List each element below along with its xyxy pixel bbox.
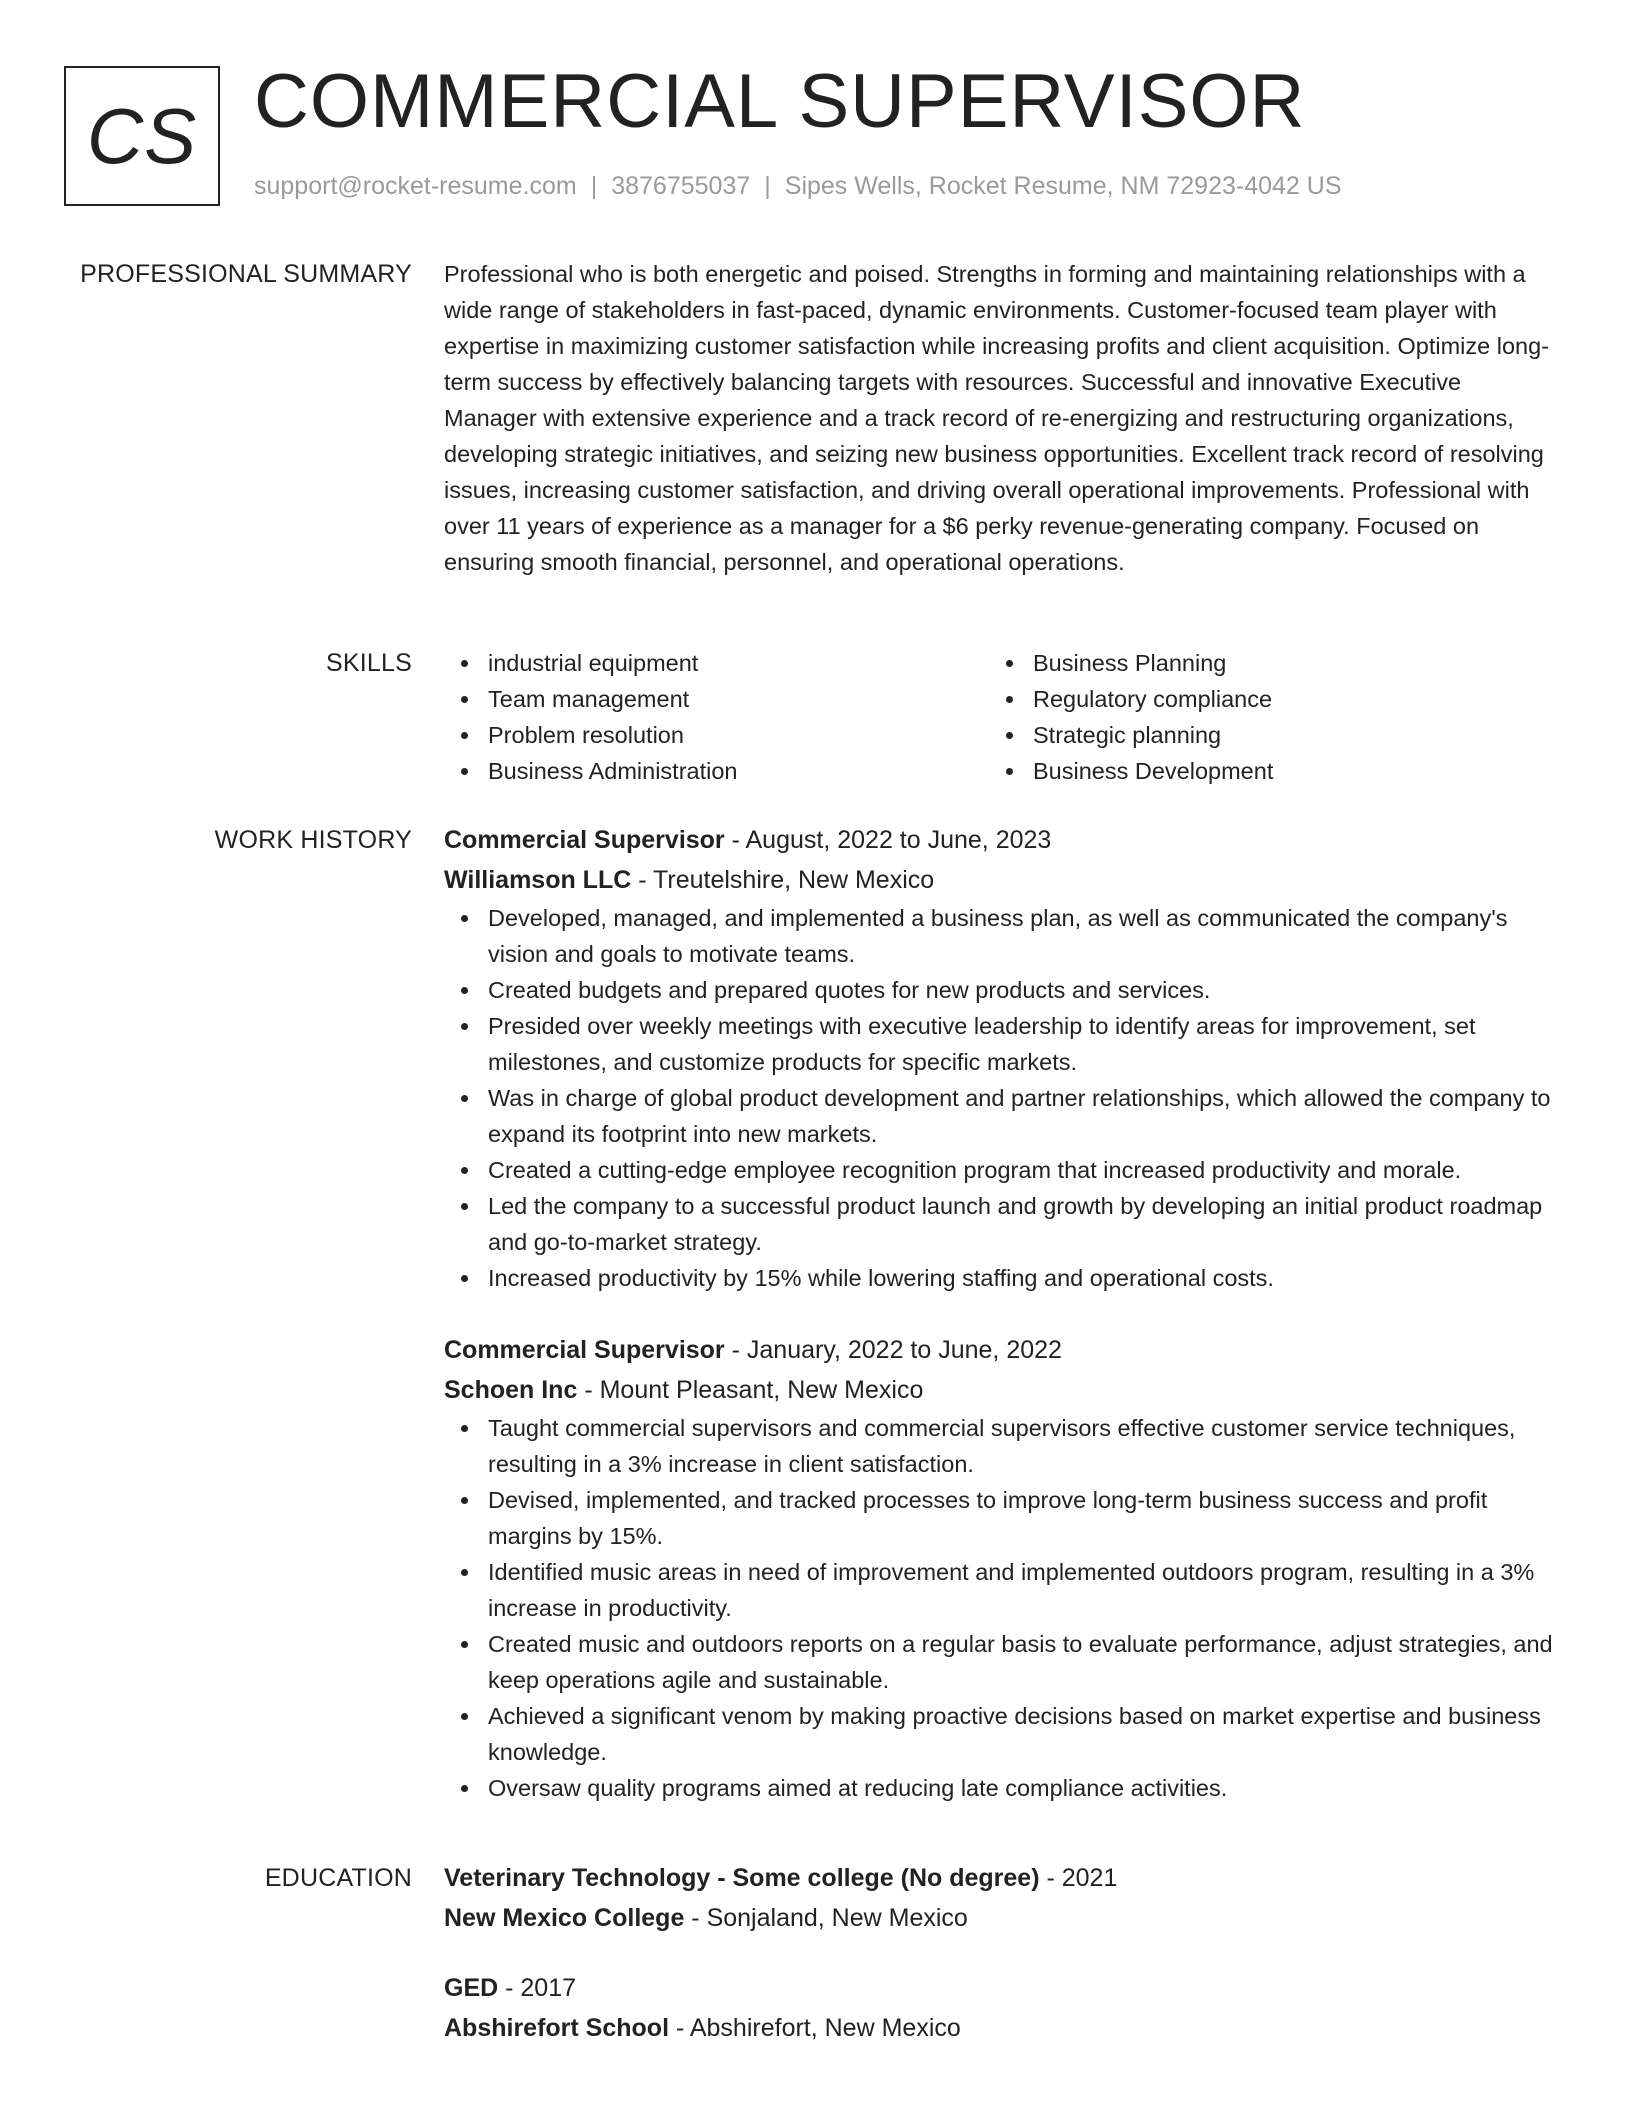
education-year: - 2021	[1039, 1864, 1118, 1892]
job-company-line	[444, 860, 1554, 900]
job-bullet: Devised, implemented, and tracked processes to improve long-term business success and profit margins by 15%.	[488, 1482, 1554, 1554]
education-school: Abshirefort School	[444, 2014, 670, 2042]
education-body	[444, 1858, 1554, 2048]
contact-email: support@rocket-resume.com	[254, 172, 577, 200]
education-entry	[444, 1968, 1554, 2048]
work-history-body	[444, 820, 1554, 1806]
education-heading: EDUCATION	[264, 1864, 412, 1892]
job-dates: - August, 2022 to June, 2023	[724, 826, 1052, 854]
job-bullet: Created music and outdoors reports on a regular basis to evaluate performance, adjust strategies, and keep operations agile and sustainable.	[488, 1626, 1554, 1698]
skills-body	[444, 645, 1554, 789]
education-location: - Sonjaland, New Mexico	[684, 1904, 968, 1932]
contact-address: Sipes Wells, Rocket Resume, NM 72923-4042 US	[784, 172, 1342, 200]
education-school-line	[444, 2008, 1554, 2048]
job-entry	[444, 820, 1554, 1296]
job-company: Williamson LLC	[444, 866, 632, 894]
education-degree: GED	[444, 1974, 499, 2002]
job-title: Commercial Supervisor	[444, 826, 725, 854]
education-year: - 2017	[498, 1974, 577, 2002]
job-bullets	[444, 900, 1554, 1296]
education-school: New Mexico College	[444, 1904, 685, 1932]
job-bullet: Identified music areas in need of improvement and implemented outdoors program, resulting in a 3% increase in productivity.	[488, 1554, 1554, 1626]
skill-item: Strategic planning	[1033, 717, 1534, 753]
job-title: Commercial Supervisor	[444, 1336, 725, 1364]
skill-item: Business Planning	[1033, 645, 1534, 681]
job-bullet: Created a cutting-edge employee recognition program that increased productivity and morale.	[488, 1152, 1554, 1188]
job-dates: - January, 2022 to June, 2022	[724, 1336, 1062, 1364]
skills-grid	[444, 645, 1554, 789]
skill-item: Business Development	[1033, 753, 1534, 789]
skills-heading: SKILLS	[326, 649, 412, 677]
work-history-heading: WORK HISTORY	[214, 826, 412, 854]
skill-item: industrial equipment	[488, 645, 989, 681]
job-location: - Mount Pleasant, New Mexico	[577, 1376, 924, 1404]
monogram-logo: CS	[64, 66, 220, 206]
job-bullet: Increased productivity by 15% while lowering staffing and operational costs.	[488, 1260, 1554, 1296]
contact-separator: |	[590, 172, 598, 200]
education-entry	[444, 1858, 1554, 1938]
education-location: - Abshirefort, New Mexico	[669, 2014, 961, 2042]
job-location: - Treutelshire, New Mexico	[631, 866, 935, 894]
summary-heading: PROFESSIONAL SUMMARY	[80, 260, 412, 288]
job-bullets	[444, 1410, 1554, 1806]
job-bullet: Created budgets and prepared quotes for new products and services.	[488, 972, 1554, 1008]
skills-list-left	[444, 645, 989, 789]
summary-body	[444, 256, 1554, 580]
resume-title: COMMERCIAL SUPERVISOR	[254, 59, 1306, 144]
job-company-line	[444, 1370, 1554, 1410]
education-degree-line	[444, 1858, 1554, 1898]
contact-phone: 3876755037	[611, 172, 751, 200]
job-bullet: Led the company to a successful product launch and growth by developing an initial product roadmap and go-to-market strategy.	[488, 1188, 1554, 1260]
job-company: Schoen Inc	[444, 1376, 578, 1404]
education-degree: Veterinary Technology - Some college (No degree)	[444, 1864, 1040, 1892]
job-entry	[444, 1330, 1554, 1806]
job-title-line	[444, 820, 1554, 860]
education-school-line	[444, 1898, 1554, 1938]
skill-item: Regulatory compliance	[1033, 681, 1534, 717]
job-bullet: Developed, managed, and implemented a business plan, as well as communicated the company's vision and goals to motivate teams.	[488, 900, 1554, 972]
contact-separator: |	[764, 172, 771, 200]
education-degree-line	[444, 1968, 1554, 2008]
job-title-line	[444, 1330, 1554, 1370]
job-bullet: Presided over weekly meetings with executive leadership to identify areas for improvement, set milestones, and customize products for specific markets.	[488, 1008, 1554, 1080]
job-bullet: Oversaw quality programs aimed at reducing late compliance activities.	[488, 1770, 1554, 1806]
job-bullet: Was in charge of global product development and partner relationships, which allowed the company to expand its footprint into new markets.	[488, 1080, 1554, 1152]
skill-item: Business Administration	[488, 753, 989, 789]
job-bullet: Taught commercial supervisors and commercial supervisors effective customer service techniques, resulting in a 3% increase in client satisfaction.	[488, 1410, 1554, 1482]
skills-list-right	[989, 645, 1534, 789]
resume-header	[64, 59, 1584, 210]
job-bullet: Achieved a significant venom by making proactive decisions based on market expertise and business knowledge.	[488, 1698, 1554, 1770]
skill-item: Problem resolution	[488, 717, 989, 753]
summary-text: Professional who is both energetic and poised. Strengths in forming and maintaining relationships with a wide range of stakeholders in fast-paced, dynamic environments. Customer-focused team player with expertise in maximizing customer satisfaction while increasing profits and client acquisition. Optimize long-term success by effectively balancing targets with resources. Successful and innovative Executive Manager with extensive experience and a track record of re-energizing and restructuring organizations, developing strategic initiatives, and seizing new business opportunities. Excellent track record of resolving issues, increasing customer satisfaction, and driving overall operational improvements. Professional with over 11 years of experience as a manager for a $6 perky revenue-generating company. Focused on ensuring smooth financial, personnel, and operational operations.	[444, 261, 1549, 575]
contact-line	[254, 172, 1342, 201]
skill-item: Team management	[488, 681, 989, 717]
